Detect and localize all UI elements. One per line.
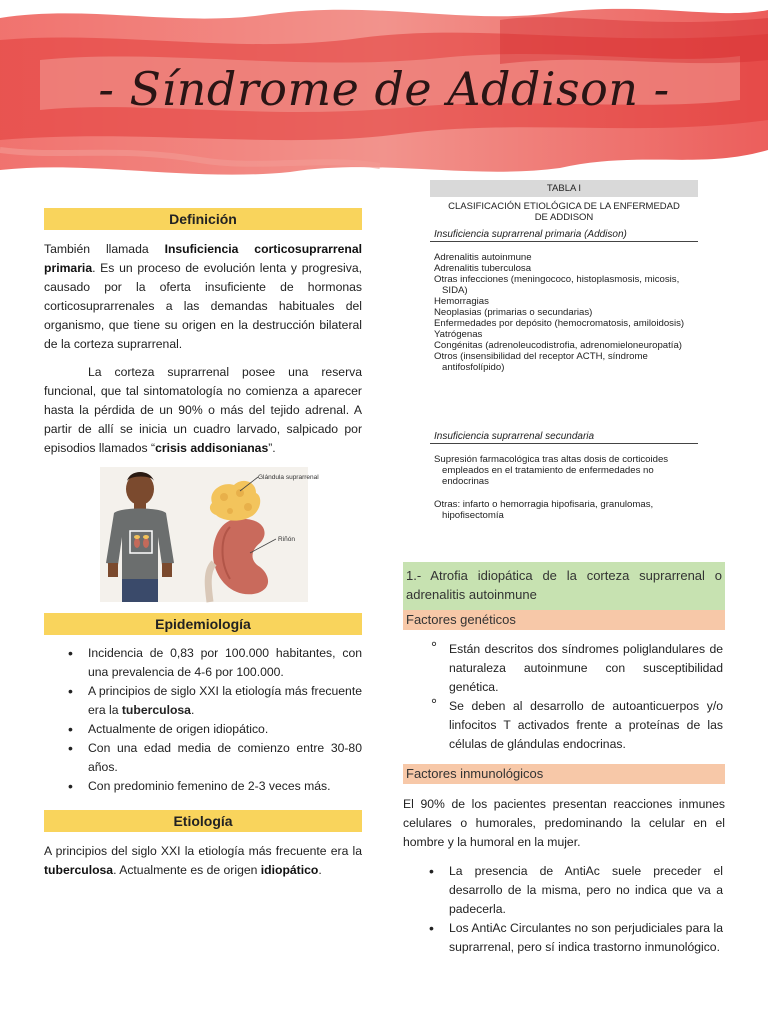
list-item: • A principios de siglo XXI la etiología más frecuente era la tuberculosa. bbox=[64, 682, 362, 720]
list-item: Otras: infarto o hemorragia hipofisaria, granulomas, hipofisectomía bbox=[434, 499, 654, 521]
primaria-list bbox=[430, 252, 698, 373]
clasificacion-table bbox=[430, 180, 698, 552]
etiologia-heading: Etiología bbox=[44, 810, 362, 832]
list-item: Adrenalitis tuberculosa bbox=[434, 263, 532, 274]
page-title: - Síndrome de Addison - bbox=[98, 62, 670, 116]
gland-label: Glándula suprarrenal bbox=[258, 474, 319, 481]
atrofia-heading: 1.- Atrofia idiopática de la corteza suprarrenal o adrenalitis autoinmune bbox=[403, 562, 725, 610]
list-item: • Con predominio femenino de 2-3 veces más. bbox=[64, 777, 362, 796]
epidemiologia-heading: Epidemiología bbox=[44, 613, 362, 635]
list-item: • Incidencia de 0,83 por 100.000 habitantes, con una prevalencia de 4-6 por 100.000. bbox=[64, 644, 362, 682]
geneticos-list bbox=[425, 640, 723, 754]
etiologia-paragraph: A principios del siglo XXI la etiología más frecuente era la tuberculosa. Actualmente es de origen idiopático. bbox=[44, 844, 362, 877]
list-item: ° Están descritos dos síndromes poliglandulares de naturaleza autoinmune con susceptibilidad genética. bbox=[425, 640, 723, 697]
list-item: ° Se deben al desarrollo de autoanticuerpos y/o linfocitos T activados frente a proteínas de las células de glándulas endocrinas. bbox=[425, 697, 723, 754]
inmunologicos-paragraph: El 90% de los pacientes presentan reacciones inmunes celulares o humorales, predominando la celular en el hombre y la humoral en la mujer. bbox=[403, 797, 725, 849]
list-item: Congénitas (adrenoleucodistrofia, adrenomieloneuropatía) bbox=[434, 340, 682, 351]
secundaria-title: Insuficiencia suprarrenal secundaria bbox=[430, 429, 698, 444]
list-item: Otras infecciones (meningococo, histoplasmosis, micosis, SIDA) bbox=[434, 274, 680, 296]
table-label: TABLA I bbox=[430, 180, 698, 197]
primaria-title: Insuficiencia suprarrenal primaria (Addison) bbox=[430, 227, 698, 242]
list-item: Enfermedades por depósito (hemocromatosis, amiloidosis) bbox=[434, 318, 685, 329]
list-item: Hemorragias bbox=[434, 296, 489, 307]
geneticos-heading: Factores genéticos bbox=[403, 610, 725, 630]
definicion-heading: Definición bbox=[44, 208, 362, 230]
list-item: Neoplasias (primarias o secundarias) bbox=[434, 307, 593, 318]
inmunologicos-list bbox=[425, 862, 723, 957]
list-item: Otros (insensibilidad del receptor ACTH, síndrome antifosfolípido) bbox=[434, 351, 648, 373]
list-item: • Actualmente de origen idiopático. bbox=[64, 720, 362, 739]
table-heading: CLASIFICACIÓN ETIOLÓGICA DE LA ENFERMEDAD DE ADDISON bbox=[448, 201, 680, 223]
list-item: Yatrógenas bbox=[434, 329, 483, 340]
adrenal-illustration bbox=[100, 467, 319, 602]
list-item: Adrenalitis autoinmune bbox=[434, 252, 532, 263]
inmunologicos-heading: Factores inmunológicos bbox=[403, 764, 725, 784]
epidemiologia-list bbox=[64, 644, 362, 796]
list-item: • Con una edad media de comienzo entre 30-80 años. bbox=[64, 739, 362, 777]
kidney-label: Riñón bbox=[278, 536, 295, 543]
list-item: • La presencia de AntiAc suele preceder el desarrollo de la misma, pero no indica que va a padecerla. bbox=[425, 862, 723, 919]
secundaria-list bbox=[430, 454, 698, 521]
definicion-paragraph-1: También llamada Insuficiencia corticosuprarrenal primaria. Es un proceso de evolución lenta y progresiva, causado por la oferta insuficiente de hormonas corticosuprarrenales a las demandas habituales del organismo, que tiene su origen en la destrucción bilateral de la corteza suprarrenal. bbox=[44, 242, 362, 351]
list-item: • Los AntiAc Circulantes no son perjudiciales para la suprarrenal, pero sí indica trastorno inmunológico. bbox=[425, 919, 723, 957]
definicion-paragraph-2: La corteza suprarrenal posee una reserva funcional, que tal sintomatología no comienza a aparecer hasta la pérdida de un 90% o más del tejido adrenal. A partir de allí se inicia un cuadro larvado, salpicado por episodios llamados “crisis addisonianas”. bbox=[44, 365, 362, 455]
list-item: Supresión farmacológica tras altas dosis de corticoides empleados en el tratamiento de enfermedades no endocrinas bbox=[434, 454, 669, 487]
